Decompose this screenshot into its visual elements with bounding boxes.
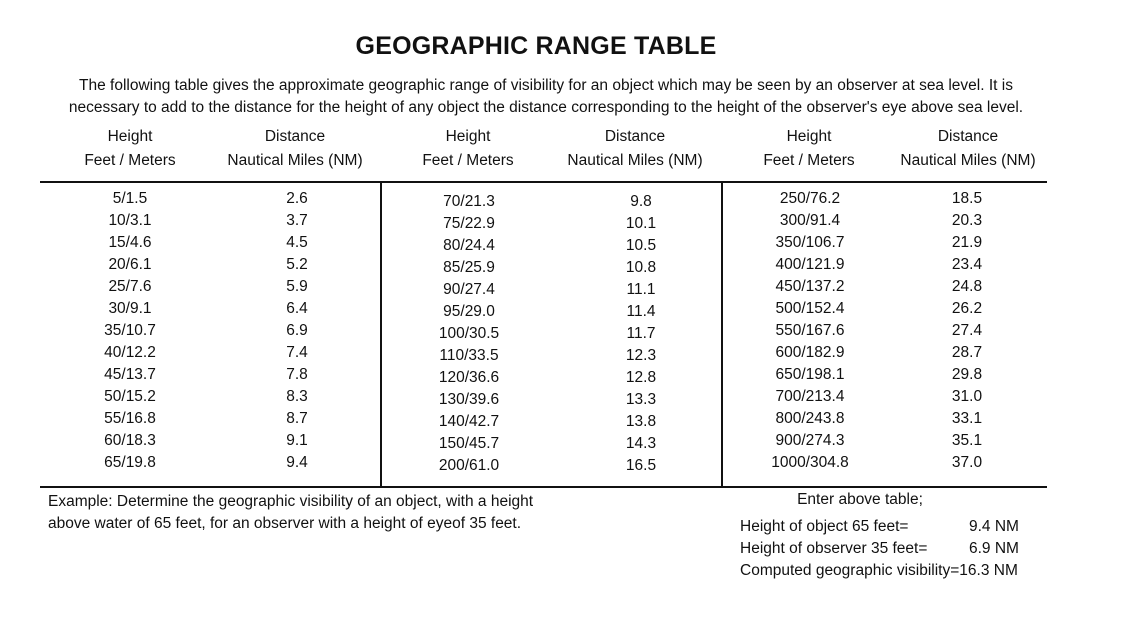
table-cell: 9.8 xyxy=(630,193,652,210)
table-cell: 55/16.8 xyxy=(104,410,156,427)
table-cell: 60/18.3 xyxy=(104,432,156,449)
table-cell: 14.3 xyxy=(625,435,657,452)
header-line2: Nautical Miles (NM) xyxy=(900,152,1036,169)
header-height-3 xyxy=(749,125,869,173)
table-cell: 8.3 xyxy=(286,388,308,405)
table-cell: 9.1 xyxy=(286,432,308,449)
table-cell: 650/198.1 xyxy=(775,366,845,383)
table-cell: 6.4 xyxy=(286,300,308,317)
table-cell: 100/30.5 xyxy=(438,325,500,342)
table-top-rule xyxy=(40,181,1047,183)
intro-paragraph xyxy=(46,75,1046,119)
table-cell: 45/13.7 xyxy=(104,366,156,383)
header-line1: Height xyxy=(445,128,491,145)
table-cell: 3.7 xyxy=(286,212,308,229)
table-cell: 300/91.4 xyxy=(779,212,841,229)
table-cell: 20.3 xyxy=(951,212,983,229)
table-cell: 6.9 xyxy=(286,322,308,339)
header-line1: Height xyxy=(107,128,153,145)
table-cell: 11.1 xyxy=(626,281,656,298)
column-heights-1 xyxy=(70,188,190,474)
table-cell: 31.0 xyxy=(951,388,983,405)
table-cell: 27.4 xyxy=(951,322,983,339)
table-cell: 11.7 xyxy=(626,325,656,342)
table-cell: 30/9.1 xyxy=(108,300,152,317)
page-title: GEOGRAPHIC RANGE TABLE xyxy=(355,32,717,60)
table-cell: 12.3 xyxy=(625,347,657,364)
table-cell: 250/76.2 xyxy=(779,190,841,207)
table-cell: 800/243.8 xyxy=(775,410,845,427)
observer-label: Height of observer 35 feet= xyxy=(740,540,928,557)
object-value: 9.4 NM xyxy=(969,518,1019,535)
table-cell: 65/19.8 xyxy=(104,454,156,471)
table-cell: 5/1.5 xyxy=(112,190,148,207)
table-cell: 500/152.4 xyxy=(775,300,845,317)
header-height-1 xyxy=(70,125,190,173)
table-cell: 2.6 xyxy=(286,190,308,207)
table-cell: 13.8 xyxy=(625,413,657,430)
table-cell: 24.8 xyxy=(951,278,983,295)
table-cell: 21.9 xyxy=(951,234,983,251)
header-line1: Distance xyxy=(937,128,999,145)
column-distances-2 xyxy=(601,191,681,477)
table-cell: 35.1 xyxy=(951,432,983,449)
column-heights-2 xyxy=(409,191,529,477)
table-cell: 130/39.6 xyxy=(438,391,500,408)
example-line-2: above water of 65 feet, for an observer with a height of eyeof 35 feet. xyxy=(48,515,522,532)
table-cell: 23.4 xyxy=(951,256,983,273)
table-cell: 1000/304.8 xyxy=(771,454,849,471)
table-cell: 10/3.1 xyxy=(108,212,152,229)
table-cell: 50/15.2 xyxy=(104,388,156,405)
header-line2: Feet / Meters xyxy=(763,152,855,169)
column-distances-3 xyxy=(927,188,1007,474)
table-cell: 13.3 xyxy=(625,391,657,408)
table-cell: 7.8 xyxy=(286,366,308,383)
header-line1: Distance xyxy=(264,128,326,145)
header-distance-2 xyxy=(555,125,715,173)
column-divider-2 xyxy=(721,182,723,487)
header-line2: Feet / Meters xyxy=(84,152,176,169)
table-cell: 11.4 xyxy=(626,303,656,320)
table-cell: 10.8 xyxy=(625,259,657,276)
table-cell: 25/7.6 xyxy=(108,278,152,295)
table-cell: 450/137.2 xyxy=(775,278,845,295)
table-cell: 85/25.9 xyxy=(443,259,495,276)
table-cell: 7.4 xyxy=(286,344,308,361)
table-cell: 150/45.7 xyxy=(438,435,500,452)
table-cell: 10.5 xyxy=(625,237,657,254)
table-cell: 95/29.0 xyxy=(443,303,495,320)
table-cell: 18.5 xyxy=(951,190,983,207)
table-cell: 80/24.4 xyxy=(443,237,495,254)
table-cell: 10.1 xyxy=(625,215,657,232)
table-cell: 16.5 xyxy=(625,457,657,474)
observer-value: 6.9 NM xyxy=(969,540,1019,557)
table-cell: 70/21.3 xyxy=(443,193,495,210)
table-cell: 90/27.4 xyxy=(443,281,495,298)
table-cell: 26.2 xyxy=(951,300,983,317)
computed-visibility: Computed geographic visibility=16.3 NM xyxy=(740,562,1018,579)
example-paragraph xyxy=(48,491,608,535)
table-bottom-rule xyxy=(40,486,1047,488)
table-cell: 5.2 xyxy=(286,256,308,273)
table-cell: 110/33.5 xyxy=(439,347,499,364)
table-cell: 29.8 xyxy=(951,366,983,383)
header-distance-3 xyxy=(888,125,1048,173)
table-cell: 40/12.2 xyxy=(104,344,156,361)
solution-heading: Enter above table; xyxy=(797,491,923,508)
header-line1: Distance xyxy=(604,128,666,145)
header-line1: Height xyxy=(786,128,832,145)
object-label: Height of object 65 feet= xyxy=(740,518,909,535)
table-cell: 140/42.7 xyxy=(438,413,500,430)
header-line2: Feet / Meters xyxy=(422,152,514,169)
table-cell: 75/22.9 xyxy=(443,215,495,232)
table-cell: 20/6.1 xyxy=(108,256,152,273)
table-cell: 550/167.6 xyxy=(775,322,845,339)
example-line-1: Example: Determine the geographic visibility of an object, with a height xyxy=(48,493,534,510)
table-cell: 12.8 xyxy=(625,369,657,386)
intro-line-2: necessary to add to the distance for the height of any object the distance corresponding to the height of the observer's eye above sea level. xyxy=(68,99,1024,116)
table-cell: 33.1 xyxy=(951,410,983,427)
header-distance-1 xyxy=(215,125,375,173)
table-cell: 28.7 xyxy=(951,344,983,361)
table-cell: 700/213.4 xyxy=(775,388,845,405)
table-cell: 200/61.0 xyxy=(438,457,500,474)
table-cell: 8.7 xyxy=(286,410,308,427)
table-cell: 37.0 xyxy=(951,454,983,471)
table-cell: 350/106.7 xyxy=(775,234,845,251)
table-cell: 900/274.3 xyxy=(775,432,845,449)
table-cell: 9.4 xyxy=(286,454,308,471)
table-cell: 15/4.6 xyxy=(108,234,152,251)
header-line2: Nautical Miles (NM) xyxy=(567,152,703,169)
table-cell: 400/121.9 xyxy=(775,256,845,273)
table-cell: 35/10.7 xyxy=(104,322,156,339)
table-cell: 120/36.6 xyxy=(438,369,500,386)
column-distances-1 xyxy=(257,188,337,474)
intro-line-1: The following table gives the approximate geographic range of visibility for an object which may be seen by an observer at sea level. It is xyxy=(79,77,1013,94)
column-divider-1 xyxy=(380,182,382,487)
header-height-2 xyxy=(408,125,528,173)
header-line2: Nautical Miles (NM) xyxy=(227,152,363,169)
table-cell: 4.5 xyxy=(286,234,308,251)
column-heights-3 xyxy=(750,188,870,474)
table-cell: 600/182.9 xyxy=(775,344,845,361)
table-cell: 5.9 xyxy=(286,278,308,295)
